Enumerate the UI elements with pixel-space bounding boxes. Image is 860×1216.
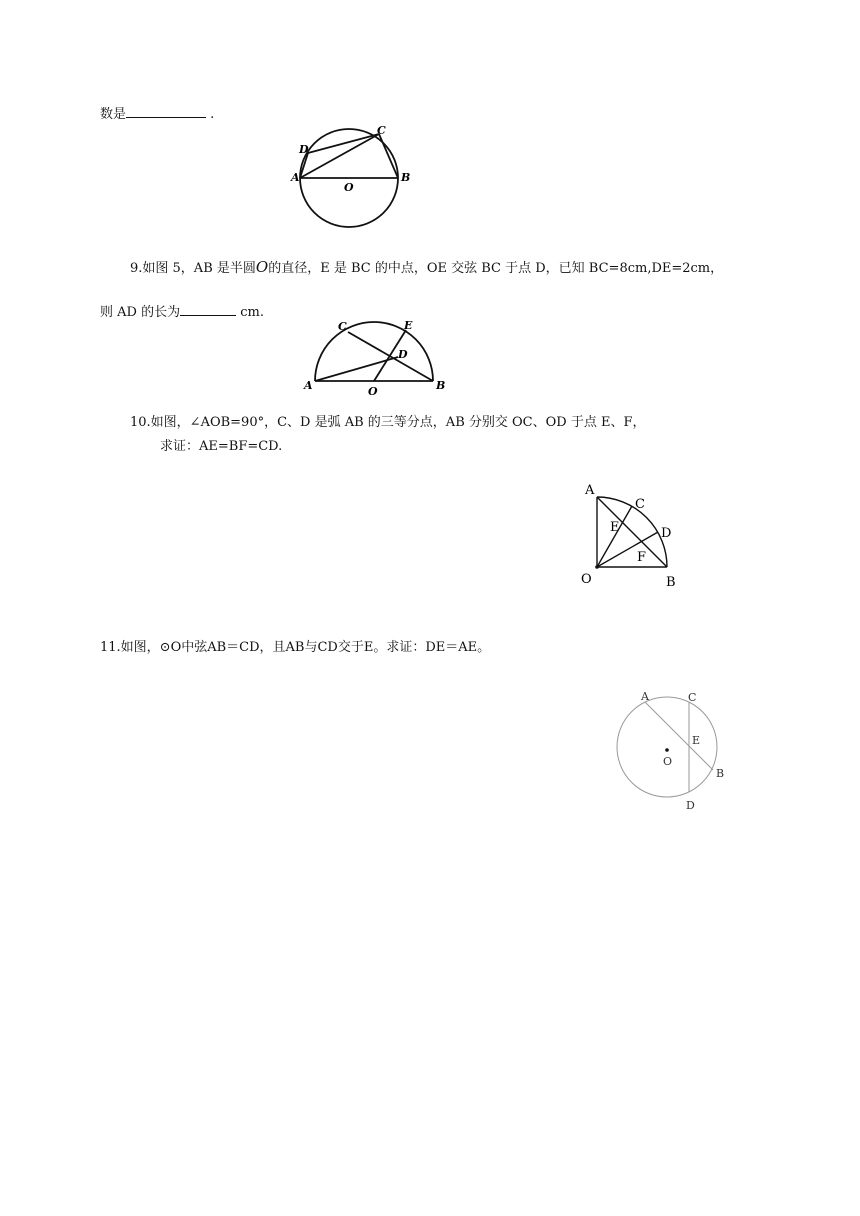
fig10-label-a: A (585, 483, 595, 498)
fig11-label-o: O (663, 755, 673, 768)
fig9-label-d: D (398, 348, 408, 361)
fig9-chord-ad (315, 357, 398, 381)
fig8-chord-ac (300, 134, 379, 178)
fig11-label-e: E (692, 734, 701, 747)
fig10-label-f: F (637, 550, 647, 565)
q8-tail-line (100, 104, 214, 124)
q9-line-1 (130, 258, 723, 278)
q8-tail-text: 数是 (100, 107, 127, 122)
fig9-label-e: E (404, 319, 413, 332)
fig9-arc (315, 322, 433, 381)
q11-line-1 (100, 639, 490, 657)
figure-11-circle (605, 685, 745, 815)
fig11-label-b: B (716, 767, 725, 780)
q10-line-1 (130, 414, 645, 432)
fig8-chord-dc (308, 134, 379, 153)
fig9-label-o: O (368, 385, 378, 398)
fig10-label-e: E (610, 520, 620, 535)
q9-line-2 (100, 302, 264, 322)
fig9-label-a: A (304, 379, 313, 392)
q10-line-2 (160, 438, 282, 456)
fig8-label-c: C (377, 124, 386, 137)
fig10-point-o (595, 565, 599, 569)
fig9-chord-cb (348, 332, 433, 381)
fig9-label-b: B (436, 379, 446, 392)
q10-line2: 求证：AE=BF=CD. (160, 439, 283, 454)
q8-end: . (206, 107, 215, 122)
q11-line1: 11.如图，⊙O中弦AB＝CD，且AB与CD交于E。求证：DE＝AE。 (100, 640, 491, 655)
fig11-center-o (665, 748, 669, 752)
fig10-chord-ab (597, 497, 667, 567)
q9-line2: 则 AD 的长为 (100, 305, 181, 320)
q9-line1-a: 9.如图 5，AB 是半圆 (130, 261, 256, 276)
q9-line1-o: O (255, 258, 269, 276)
fig10-label-d: D (661, 526, 672, 541)
q9-answer-blank[interactable] (180, 302, 236, 316)
fig11-label-d: D (686, 799, 695, 812)
fig10-label-b: B (666, 575, 676, 590)
fig8-chord-cb (379, 134, 398, 178)
fig8-label-a: A (291, 171, 300, 184)
fig8-label-d: D (299, 143, 309, 156)
fig11-circle (617, 697, 717, 797)
q9-line2-end: cm. (236, 305, 264, 320)
figure-10-quarter-circle (578, 478, 698, 593)
fig11-label-c: C (688, 691, 697, 704)
fig8-label-o: O (344, 181, 354, 194)
fig11-label-a: A (641, 690, 649, 703)
q10-line1: 10.如图，∠AOB=90°，C、D 是弧 AB 的三等分点，AB 分别交 OC、OD 于点 E、F， (130, 415, 646, 430)
figure-8-circle (291, 122, 435, 232)
fig10-label-c: C (635, 497, 645, 512)
q9-line1-b: 的直径，E 是 BC 的中点，OE 交弦 BC 于点 D，已知 BC=8cm,DE=2cm， (268, 261, 724, 276)
fig9-label-c: C (338, 320, 347, 333)
fig10-label-o: O (581, 572, 592, 587)
fig8-label-b: B (401, 171, 411, 184)
q8-answer-blank[interactable] (126, 104, 206, 118)
figure-9-semicircle (300, 318, 450, 398)
